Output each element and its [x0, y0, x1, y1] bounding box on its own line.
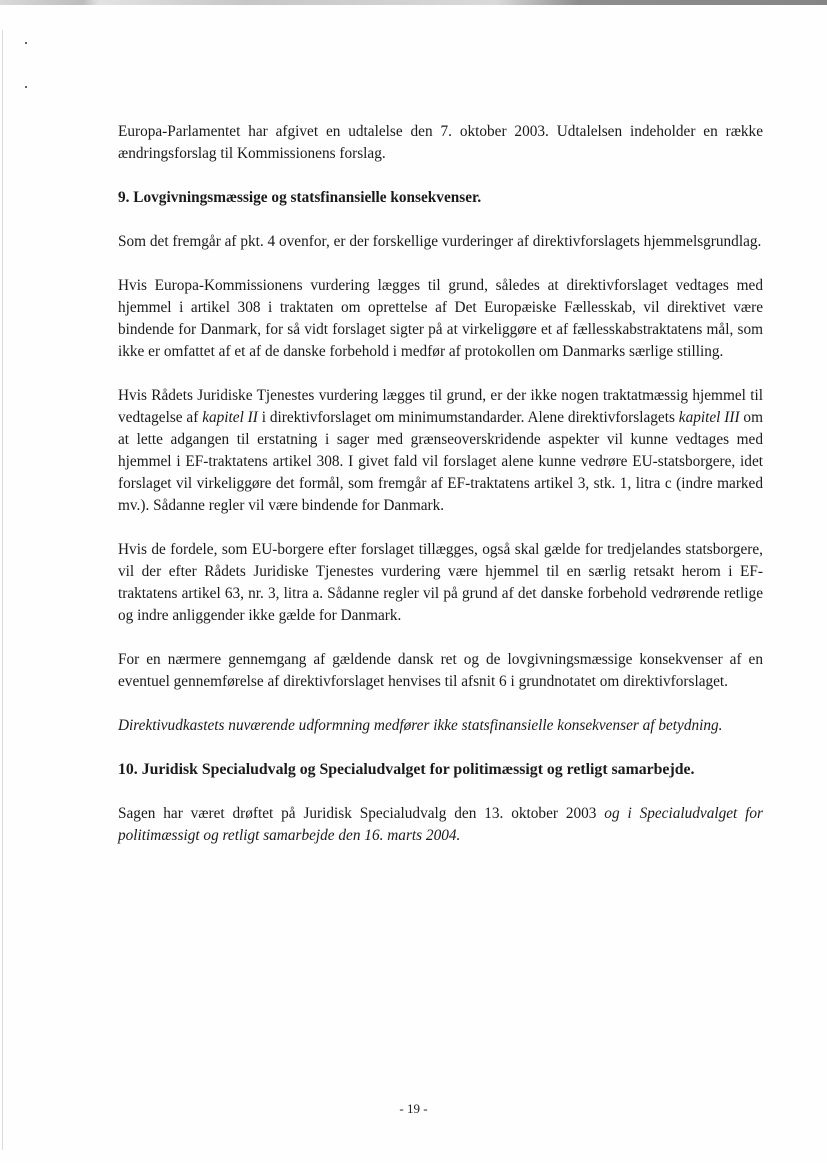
text-segment: Som det fremgår af pkt. 4 ovenfor, er der forskellige vurderinger af direktivforslagets hjemmelsgrundlag. [118, 233, 762, 250]
italic-text: kapitel III [678, 409, 740, 426]
text-segment: 9. Lovgivningsmæssige og statsfinansielle konsekvenser. [118, 189, 482, 206]
scan-edge-left [2, 30, 3, 1150]
document-body [118, 121, 763, 869]
body-paragraph [118, 715, 763, 737]
page-number: - 19 - [399, 1101, 428, 1116]
text-segment: om at lette adgangen til erstatning i sager med grænseoverskridende aspekter vil kunne vedtages med hjemmel i EF-traktatens artikel 308. I givet fald vil forslaget alene kunne vedrøre EU-statsborgere, idet forslaget vil virkeliggøre det formål, som fremgår af EF-traktatens artikel 3, stk. 1, litra c (indre marked mv.). Sådanne regler vil være bindende for Danmark. [118, 409, 763, 514]
scan-speck [25, 42, 27, 44]
text-segment: Hvis Europa-Kommissionens vurdering lægges til grund, således at direktivforslaget vedtages med hjemmel i artikel 308 i traktaten om oprettelse af Det Europæiske Fællesskab, vil direktivet være bindende for Danmark, for så vidt forslaget sigter på at virkeliggøre et af fællesskabstraktatens mål, som ikke er omfattet af et af de danske forbehold i medfør af protokollen om Danmarks særlige stilling. [118, 277, 763, 360]
body-paragraph [118, 539, 763, 627]
italic-text: kapitel II [202, 409, 258, 426]
text-segment: i direktivforslaget om minimumstandarder. Alene direktivforslagets [257, 409, 679, 426]
text-segment: For en nærmere gennemgang af gældende dansk ret og de lovgivningsmæssige konsekvenser af en eventuel gennemførelse af direktivforslaget henvises til afsnit 6 i grundnotatet om direktivforslaget. [118, 651, 763, 690]
text-segment: Hvis Rådets Juridiske Tjenestes vurdering lægges til grund, er der ikke nogen traktatmæssig hjemmel til vedtagelse af [118, 387, 763, 426]
text-segment: Europa-Parlamentet har afgivet en udtalelse den 7. oktober 2003. Udtalelsen indeholder en række ændringsforslag til Kommissionens forslag. [118, 123, 763, 162]
italic-text: Direktivudkastets nuværende udformning medfører ikke statsfinansielle konsekvenser af betydning. [118, 717, 723, 734]
section-heading [118, 759, 763, 781]
body-paragraph [118, 121, 763, 165]
body-paragraph [118, 231, 763, 253]
body-paragraph [118, 803, 763, 847]
body-paragraph [118, 275, 763, 363]
section-heading [118, 187, 763, 209]
text-segment: 10. Juridisk Specialudvalg og Specialudvalget for politimæssigt og retligt samarbejde. [118, 761, 695, 778]
italic-text: og i Specialudvalget for politimæssigt og retligt samarbejde den 16. marts 2004. [118, 805, 763, 844]
scan-edge-top [0, 0, 827, 5]
text-segment: Hvis de fordele, som EU-borgere efter forslaget tillægges, også skal gælde for tredjelandes statsborgere, vil der efter Rådets Juridiske Tjenestes vurdering være hjemmel til en særlig retsakt herom i EF-traktatens artikel 63, nr. 3, litra a. Sådanne regler vil på grund af det danske forbehold vedrørende retlige og indre anliggender ikke gælde for Danmark. [118, 541, 763, 624]
scan-speck [25, 86, 27, 88]
text-segment: Sagen har været drøftet på Juridisk Specialudvalg den 13. oktober 2003 [118, 805, 605, 822]
body-paragraph [118, 649, 763, 693]
body-paragraph [118, 385, 763, 517]
